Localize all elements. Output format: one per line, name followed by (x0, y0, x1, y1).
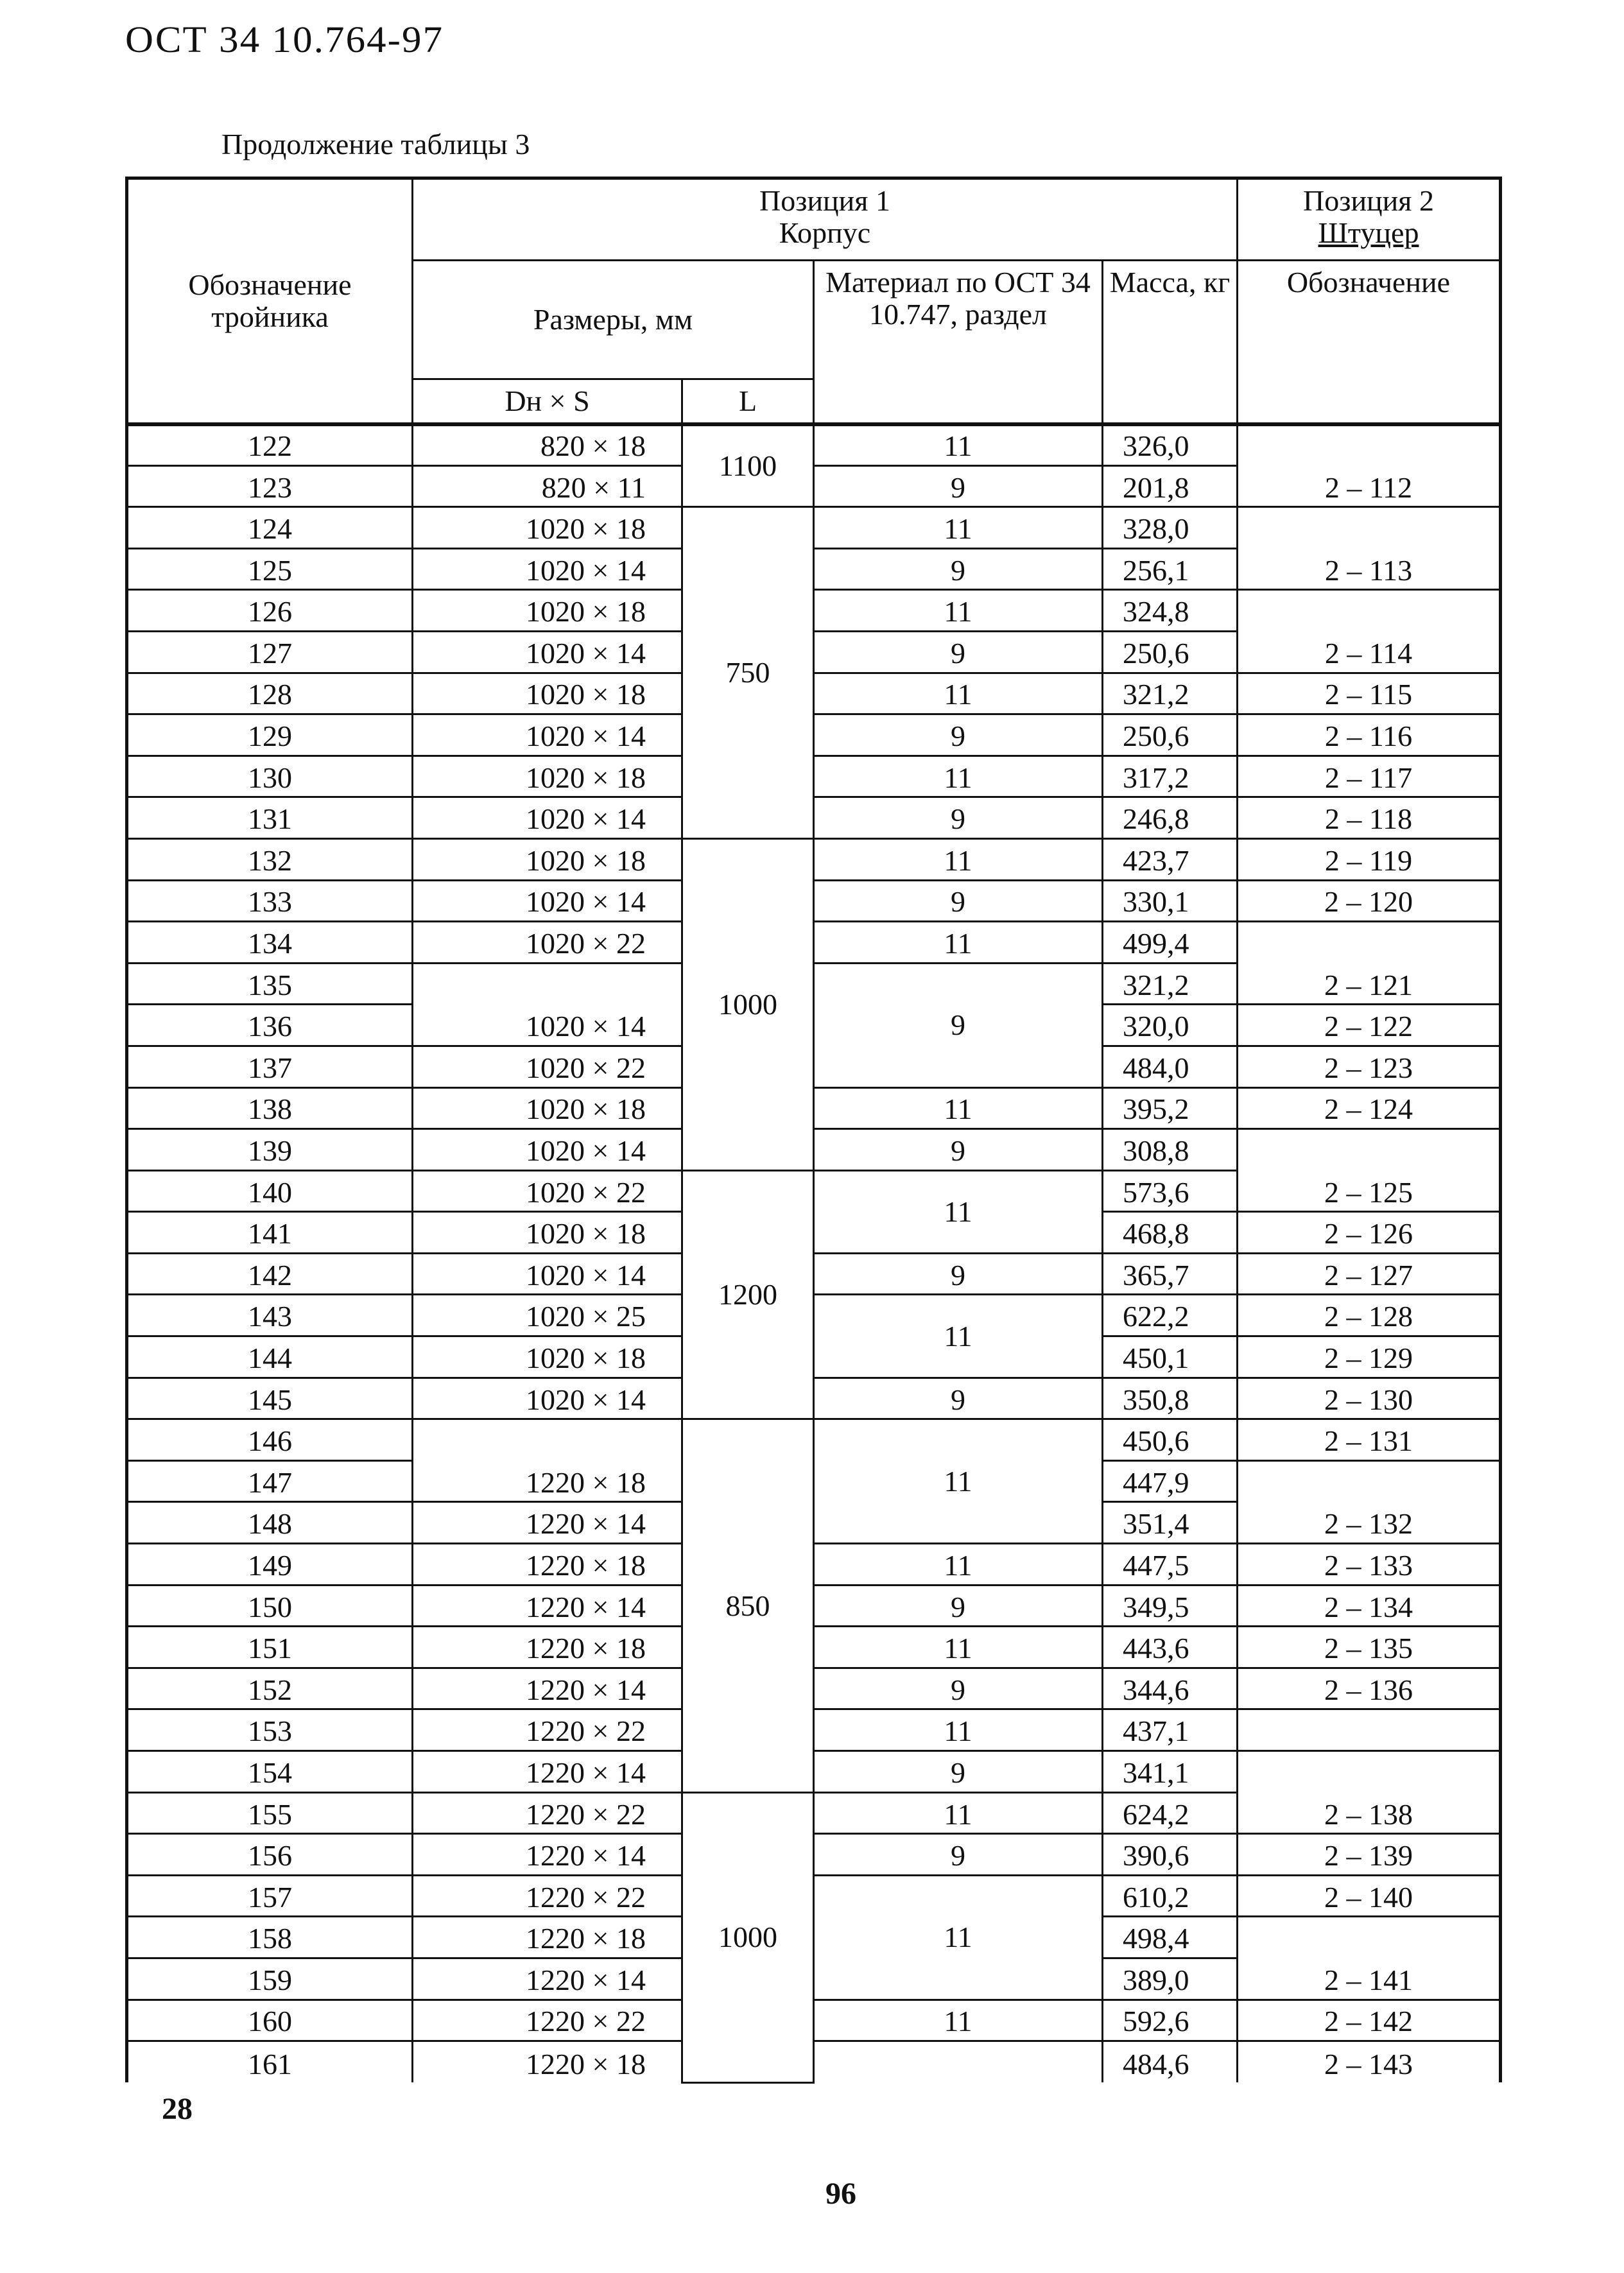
table-row (127, 673, 1501, 714)
cell-pos2-designation: 2 – 140 (1238, 1875, 1501, 1917)
cell-mass: 423,7 (1103, 838, 1238, 880)
cell-designation: 132 (127, 838, 413, 880)
cell-designation: 145 (127, 1378, 413, 1419)
cell-mass: 450,6 (1103, 1419, 1238, 1461)
cell-dn-s: 1020 × 22 (413, 1046, 682, 1087)
cell-pos2-designation: 2 – 113 (1238, 507, 1501, 590)
cell-material: 9 (814, 465, 1103, 507)
cell-designation: 133 (127, 880, 413, 922)
cell-material: 9 (814, 1834, 1103, 1876)
cell-mass: 498,4 (1103, 1917, 1238, 1958)
cell-pos2-designation: 2 – 130 (1238, 1378, 1501, 1419)
cell-material: 11 (814, 838, 1103, 880)
cell-pos2-designation: 2 – 133 (1238, 1544, 1501, 1586)
cell-designation: 155 (127, 1792, 413, 1834)
cell-mass: 390,6 (1103, 1834, 1238, 1876)
header-tee-designation: Обозначение тройника (127, 178, 413, 424)
tee-specification-table (125, 177, 1502, 2084)
cell-mass: 468,8 (1103, 1212, 1238, 1254)
cell-designation: 125 (127, 548, 413, 590)
cell-mass: 308,8 (1103, 1129, 1238, 1171)
cell-dn-s: 1020 × 25 (413, 1295, 682, 1336)
cell-material: 11 (814, 1875, 1103, 2000)
cell-material: 9 (814, 1253, 1103, 1295)
cell-designation: 123 (127, 465, 413, 507)
table-row (127, 1544, 1501, 1586)
cell-l: 1100 (682, 424, 814, 507)
cell-mass: 447,9 (1103, 1460, 1238, 1502)
cell-designation: 143 (127, 1295, 413, 1336)
cell-mass: 320,0 (1103, 1005, 1238, 1046)
cell-mass: 246,8 (1103, 797, 1238, 839)
cell-material: 11 (814, 424, 1103, 466)
cell-pos2-designation: 2 – 122 (1238, 1005, 1501, 1046)
cell-material: 11 (814, 1419, 1103, 1544)
cell-mass: 250,6 (1103, 714, 1238, 756)
position-1-subtitle: Корпус (779, 216, 871, 249)
cell-material: 9 (814, 880, 1103, 922)
cell-dn-s: 1020 × 18 (413, 756, 682, 797)
header-position-1 (413, 178, 1238, 261)
cell-material: 11 (814, 756, 1103, 797)
cell-designation: 140 (127, 1170, 413, 1212)
cell-dn-s: 1220 × 14 (413, 1751, 682, 1793)
cell-designation: 152 (127, 1668, 413, 1709)
cell-material: 9 (814, 1378, 1103, 1419)
cell-mass: 341,1 (1103, 1751, 1238, 1793)
cell-material: 11 (814, 673, 1103, 714)
cell-dn-s: 1020 × 18 (413, 590, 682, 632)
cell-dn-s: 1020 × 22 (413, 1170, 682, 1212)
cell-dn-s: 1220 × 22 (413, 1709, 682, 1751)
cell-dn-s: 1020 × 18 (413, 1212, 682, 1254)
cell-pos2-designation: 2 – 127 (1238, 1253, 1501, 1295)
cell-mass: 350,8 (1103, 1378, 1238, 1419)
cell-dn-s: 1020 × 18 (413, 1087, 682, 1129)
cell-pos2-designation: 2 – 123 (1238, 1046, 1501, 1087)
cell-material: 11 (814, 2000, 1103, 2041)
page-number: 96 (825, 2177, 856, 2211)
cell-dn-s: 1020 × 22 (413, 922, 682, 964)
cell-mass: 344,6 (1103, 1668, 1238, 1709)
cell-dn-s: 1220 × 14 (413, 1502, 682, 1544)
cell-designation: 135 (127, 963, 413, 1005)
table-row (127, 2041, 1501, 2083)
cell-mass: 592,6 (1103, 2000, 1238, 2041)
cell-material: 11 (814, 1087, 1103, 1129)
cell-dn-s: 1020 × 18 (413, 507, 682, 549)
cell-dn-s: 1220 × 14 (413, 1958, 682, 2000)
table-row (127, 1295, 1501, 1336)
cell-designation: 161 (127, 2041, 413, 2083)
table-row (127, 1129, 1501, 1171)
cell-dn-s: 1220 × 18 (413, 1917, 682, 1958)
cell-designation: 130 (127, 756, 413, 797)
cell-pos2-designation: 2 – 139 (1238, 1834, 1501, 1876)
table-caption: Продолжение таблицы 3 (221, 128, 530, 160)
cell-designation: 154 (127, 1751, 413, 1793)
table-row (127, 922, 1501, 964)
cell-material: 11 (814, 1792, 1103, 1834)
table-row (127, 1834, 1501, 1876)
header-pos2-designation: Обозначение (1238, 261, 1501, 424)
cell-designation: 160 (127, 2000, 413, 2041)
cell-dn-s: 1020 × 14 (413, 1129, 682, 1171)
cell-mass: 624,2 (1103, 1792, 1238, 1834)
cell-dn-s: 1020 × 14 (413, 548, 682, 590)
cell-mass: 201,8 (1103, 465, 1238, 507)
cell-material: 11 (814, 1544, 1103, 1586)
cell-designation: 148 (127, 1502, 413, 1544)
cell-mass: 389,0 (1103, 1958, 1238, 2000)
table-row (127, 1087, 1501, 1129)
cell-pos2-designation: 2 – 119 (1238, 838, 1501, 880)
cell-dn-s: 820 × 18 (413, 424, 682, 466)
cell-pos2-designation: 2 – 125 (1238, 1129, 1501, 1212)
cell-designation: 142 (127, 1253, 413, 1295)
cell-mass: 321,2 (1103, 963, 1238, 1005)
cell-mass: 321,2 (1103, 673, 1238, 714)
table-row (127, 1709, 1501, 1751)
table-row (127, 838, 1501, 880)
cell-pos2-designation: 2 – 124 (1238, 1087, 1501, 1129)
cell-dn-s: 1020 × 14 (413, 631, 682, 673)
cell-material: 11 (814, 590, 1103, 632)
cell-pos2-designation: 2 – 112 (1238, 424, 1501, 507)
cell-dn-s: 1220 × 18 (413, 1544, 682, 1586)
cell-designation: 124 (127, 507, 413, 549)
cell-dn-s: 1220 × 18 (413, 2041, 682, 2083)
cell-material: 11 (814, 1170, 1103, 1253)
cell-designation: 131 (127, 797, 413, 839)
header-position-2 (1238, 178, 1501, 261)
cell-pos2-designation: 2 – 131 (1238, 1419, 1501, 1461)
cell-designation: 158 (127, 1917, 413, 1958)
cell-material: 9 (814, 548, 1103, 590)
cell-pos2-designation: 2 – 128 (1238, 1295, 1501, 1336)
table-row (127, 1875, 1501, 1917)
cell-designation: 138 (127, 1087, 413, 1129)
table-row (127, 424, 1501, 466)
cell-l: 1000 (682, 1792, 814, 2082)
cell-mass: 484,6 (1103, 2041, 1238, 2083)
table-row (127, 756, 1501, 797)
cell-designation: 134 (127, 922, 413, 964)
table-row (127, 2000, 1501, 2041)
cell-dn-s: 1020 × 18 (413, 838, 682, 880)
cell-mass: 573,6 (1103, 1170, 1238, 1212)
cell-mass: 349,5 (1103, 1585, 1238, 1627)
cell-dn-s: 1220 × 14 (413, 1668, 682, 1709)
cell-dn-s: 1220 × 22 (413, 1792, 682, 1834)
cell-mass: 326,0 (1103, 424, 1238, 466)
cell-dn-s: 1020 × 14 (413, 714, 682, 756)
table-row (127, 1627, 1501, 1668)
cell-designation: 151 (127, 1627, 413, 1668)
cell-material: 9 (814, 797, 1103, 839)
cell-mass: 250,6 (1103, 631, 1238, 673)
cell-mass: 256,1 (1103, 548, 1238, 590)
cell-designation: 147 (127, 1460, 413, 1502)
cell-designation: 149 (127, 1544, 413, 1586)
cell-dn-s: 820 × 11 (413, 465, 682, 507)
cell-dn-s: 1020 × 14 (413, 880, 682, 922)
cell-mass: 351,4 (1103, 1502, 1238, 1544)
cell-mass: 330,1 (1103, 880, 1238, 922)
cell-pos2-designation: 2 – 118 (1238, 797, 1501, 839)
cell-designation: 122 (127, 424, 413, 466)
cell-pos2-designation: 2 – 129 (1238, 1336, 1501, 1378)
cell-dn-s: 1220 × 14 (413, 1585, 682, 1627)
table-row (127, 1585, 1501, 1627)
table-row (127, 1419, 1501, 1461)
cell-material (814, 2041, 1103, 2083)
cell-designation: 127 (127, 631, 413, 673)
cell-pos2-designation: 2 – 121 (1238, 922, 1501, 1005)
document-code: ОСТ 34 10.764-97 (125, 19, 444, 60)
header-l: L (682, 379, 814, 424)
cell-dn-s: 1020 × 14 (413, 1378, 682, 1419)
cell-dn-s: 1020 × 14 (413, 797, 682, 839)
position-2-title: Позиция 2 (1303, 184, 1434, 217)
cell-dn-s: 1220 × 22 (413, 1875, 682, 1917)
cell-designation: 126 (127, 590, 413, 632)
cell-pos2-designation: 2 – 134 (1238, 1585, 1501, 1627)
cell-pos2-designation: 2 – 142 (1238, 2000, 1501, 2041)
cell-mass: 328,0 (1103, 507, 1238, 549)
cell-mass: 610,2 (1103, 1875, 1238, 1917)
position-1-title: Позиция 1 (759, 184, 890, 217)
table-row (127, 880, 1501, 922)
sheet-number: 28 (162, 2092, 193, 2126)
cell-material: 11 (814, 1709, 1103, 1751)
header-sizes: Размеры, мм (413, 261, 814, 379)
cell-designation: 159 (127, 1958, 413, 2000)
cell-designation: 141 (127, 1212, 413, 1254)
cell-material: 9 (814, 1129, 1103, 1171)
cell-mass: 365,7 (1103, 1253, 1238, 1295)
cell-dn-s: 1220 × 22 (413, 2000, 682, 2041)
cell-pos2-designation: 2 – 117 (1238, 756, 1501, 797)
table-row (127, 714, 1501, 756)
cell-pos2-designation: 2 – 115 (1238, 673, 1501, 714)
cell-dn-s: 1220 × 18 (413, 1627, 682, 1668)
table-row (127, 1668, 1501, 1709)
cell-designation: 146 (127, 1419, 413, 1461)
cell-mass: 484,0 (1103, 1046, 1238, 1087)
cell-mass: 317,2 (1103, 756, 1238, 797)
cell-material: 9 (814, 1668, 1103, 1709)
table-row (127, 797, 1501, 839)
cell-pos2-designation: 2 – 120 (1238, 880, 1501, 922)
cell-material: 11 (814, 1627, 1103, 1668)
cell-dn-s: 1020 × 14 (413, 1253, 682, 1295)
table-row (127, 1378, 1501, 1419)
header-mass: Масса, кг (1103, 261, 1238, 424)
cell-designation: 139 (127, 1129, 413, 1171)
cell-material: 11 (814, 1295, 1103, 1378)
cell-mass: 324,8 (1103, 590, 1238, 632)
cell-designation: 128 (127, 673, 413, 714)
table-row (127, 507, 1501, 549)
cell-designation: 156 (127, 1834, 413, 1876)
cell-pos2-designation: 2 – 132 (1238, 1460, 1501, 1543)
cell-mass: 622,2 (1103, 1295, 1238, 1336)
cell-pos2-designation: 2 – 135 (1238, 1627, 1501, 1668)
cell-pos2-designation: 2 – 114 (1238, 590, 1501, 673)
position-2-subtitle: Штуцер (1318, 216, 1419, 249)
cell-designation: 153 (127, 1709, 413, 1751)
cell-pos2-designation: 2 – 126 (1238, 1212, 1501, 1254)
cell-mass: 447,5 (1103, 1544, 1238, 1586)
cell-material: 9 (814, 631, 1103, 673)
cell-dn-s: 1020 × 18 (413, 673, 682, 714)
cell-designation: 137 (127, 1046, 413, 1087)
table-body (127, 424, 1501, 2083)
cell-l: 850 (682, 1419, 814, 1792)
cell-designation: 144 (127, 1336, 413, 1378)
cell-dn-s: 1220 × 14 (413, 1834, 682, 1876)
cell-pos2-designation: 2 – 138 (1238, 1751, 1501, 1834)
header-dn-s: Dн × S (413, 379, 682, 424)
cell-mass: 499,4 (1103, 922, 1238, 964)
cell-material: 9 (814, 1751, 1103, 1793)
cell-mass: 443,6 (1103, 1627, 1238, 1668)
cell-designation: 136 (127, 1005, 413, 1046)
cell-mass: 437,1 (1103, 1709, 1238, 1751)
header-material: Материал по ОСТ 34 10.747, раздел (814, 261, 1103, 424)
cell-l: 1000 (682, 838, 814, 1170)
table-row (127, 1253, 1501, 1295)
cell-material: 9 (814, 714, 1103, 756)
cell-l: 750 (682, 507, 814, 839)
cell-pos2-designation: 2 – 143 (1238, 2041, 1501, 2083)
table-row (127, 590, 1501, 632)
cell-pos2-designation: 2 – 141 (1238, 1917, 1501, 2000)
cell-dn-s: 1020 × 18 (413, 1336, 682, 1378)
cell-designation: 150 (127, 1585, 413, 1627)
cell-mass: 395,2 (1103, 1087, 1238, 1129)
cell-l: 1200 (682, 1170, 814, 1419)
cell-pos2-designation: 2 – 116 (1238, 714, 1501, 756)
cell-material: 9 (814, 1585, 1103, 1627)
cell-material: 11 (814, 922, 1103, 964)
cell-material: 11 (814, 507, 1103, 549)
cell-dn-s: 1220 × 18 (413, 1419, 682, 1502)
cell-designation: 129 (127, 714, 413, 756)
cell-dn-s: 1020 × 14 (413, 963, 682, 1046)
table-row (127, 1751, 1501, 1793)
cell-mass: 450,1 (1103, 1336, 1238, 1378)
cell-designation: 157 (127, 1875, 413, 1917)
cell-pos2-designation: 2 – 136 (1238, 1668, 1501, 1709)
cell-pos2-designation (1238, 1709, 1501, 1751)
cell-material: 9 (814, 963, 1103, 1087)
